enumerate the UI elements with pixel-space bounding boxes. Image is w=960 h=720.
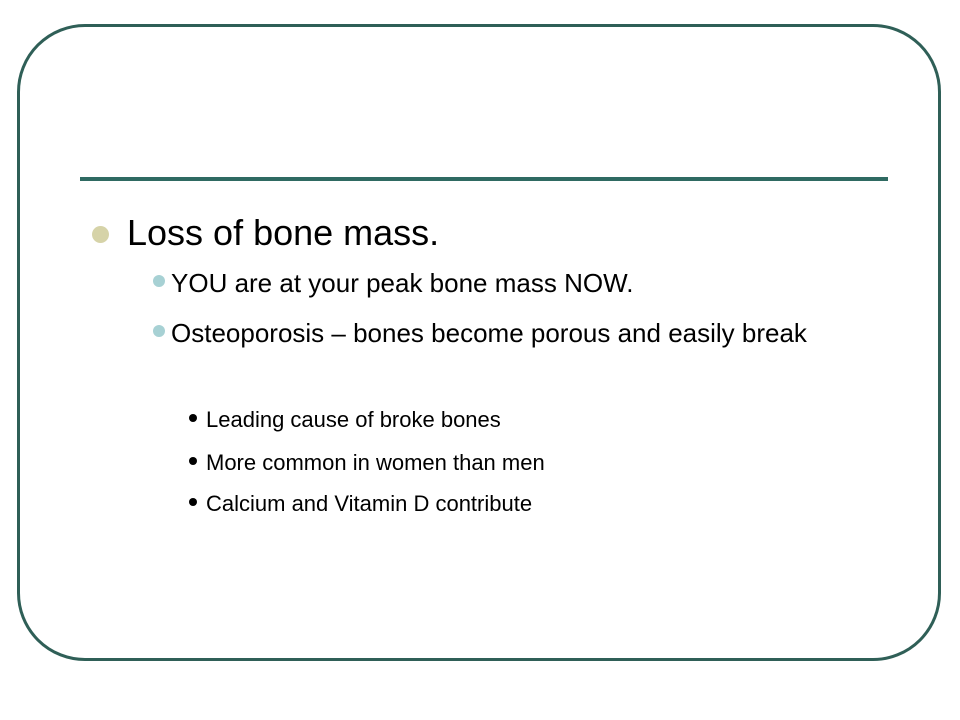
bullet-level3 bbox=[189, 449, 545, 477]
bullet-dot-icon bbox=[189, 414, 197, 422]
bullet-text: YOU are at your peak bone mass NOW. bbox=[171, 268, 634, 298]
bullet-text: Leading cause of broke bones bbox=[206, 407, 501, 432]
bullet-dot-icon bbox=[189, 498, 197, 506]
bullet-text: Loss of bone mass. bbox=[127, 212, 440, 253]
bullet-level1 bbox=[92, 211, 439, 255]
bullet-dot-icon bbox=[153, 325, 165, 337]
bullet-level3 bbox=[189, 406, 501, 434]
bullet-dot-icon bbox=[153, 275, 165, 287]
bullet-text: Osteoporosis – bones become porous and easily break bbox=[171, 318, 807, 348]
bullet-text: Calcium and Vitamin D contribute bbox=[206, 491, 533, 516]
bullet-text: More common in women than men bbox=[206, 450, 545, 475]
bullet-dot-icon bbox=[189, 457, 197, 465]
bullet-level3 bbox=[189, 490, 532, 518]
bullet-dot-icon bbox=[92, 226, 109, 243]
bullet-level2 bbox=[153, 266, 843, 300]
bullet-level2 bbox=[153, 316, 843, 350]
